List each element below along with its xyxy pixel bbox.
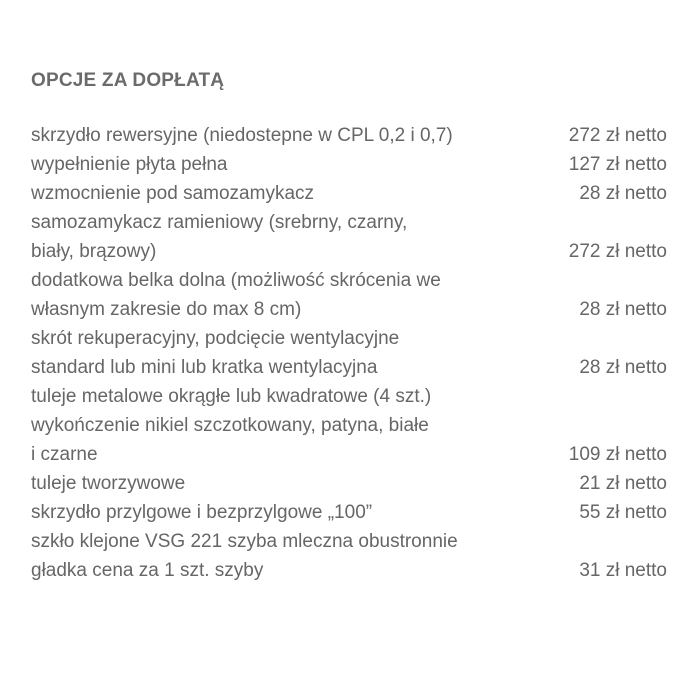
option-name: szkło klejone VSG 221 szyba mleczna obustronnie gładka cena za 1 szt. szyby	[31, 531, 458, 581]
option-row	[31, 469, 667, 498]
option-price: 21 zł netto	[579, 473, 667, 494]
option-row	[31, 498, 667, 527]
option-price: 28 zł netto	[579, 299, 667, 320]
option-price: 109 zł netto	[568, 444, 667, 465]
option-price: 28 zł netto	[579, 357, 667, 378]
option-row	[31, 121, 667, 150]
option-price: 31 zł netto	[579, 560, 667, 581]
option-name: tuleje tworzywowe	[31, 473, 186, 494]
option-price: 127 zł netto	[568, 154, 667, 175]
option-row	[31, 527, 667, 585]
option-row	[31, 324, 667, 382]
option-row	[31, 150, 667, 179]
option-name: dodatkowa belka dolna (możliwość skrócenia we własnym zakresie do max 8 cm)	[31, 270, 441, 320]
option-row	[31, 179, 667, 208]
option-name: skrzydło przylgowe i bezprzylgowe „100”	[31, 502, 373, 523]
option-name: skrót rekuperacyjny, podcięcie wentylacyjne standard lub mini lub kratka wentylacyjna	[31, 328, 400, 378]
option-name: tuleje metalowe okrągłe lub kwadratowe (4 szt.) wykończenie nikiel szczotkowany, patyna, białe i czarne	[31, 386, 432, 465]
option-name: wzmocnienie pod samozamykacz	[31, 183, 315, 204]
section-heading: OPCJE ZA DOPŁATĄ	[31, 70, 225, 91]
options-list	[31, 121, 667, 585]
option-price: 272 zł netto	[568, 125, 667, 146]
option-price: 55 zł netto	[579, 502, 667, 523]
option-row	[31, 266, 667, 324]
option-name: wypełnienie płyta pełna	[31, 154, 228, 175]
option-name: skrzydło rewersyjne (niedostepne w CPL 0,2 i 0,7)	[31, 125, 453, 146]
option-name: samozamykacz ramieniowy (srebrny, czarny, biały, brązowy)	[31, 212, 408, 262]
option-price: 28 zł netto	[579, 183, 667, 204]
option-row	[31, 382, 667, 469]
option-price: 272 zł netto	[568, 241, 667, 262]
option-row	[31, 208, 667, 266]
